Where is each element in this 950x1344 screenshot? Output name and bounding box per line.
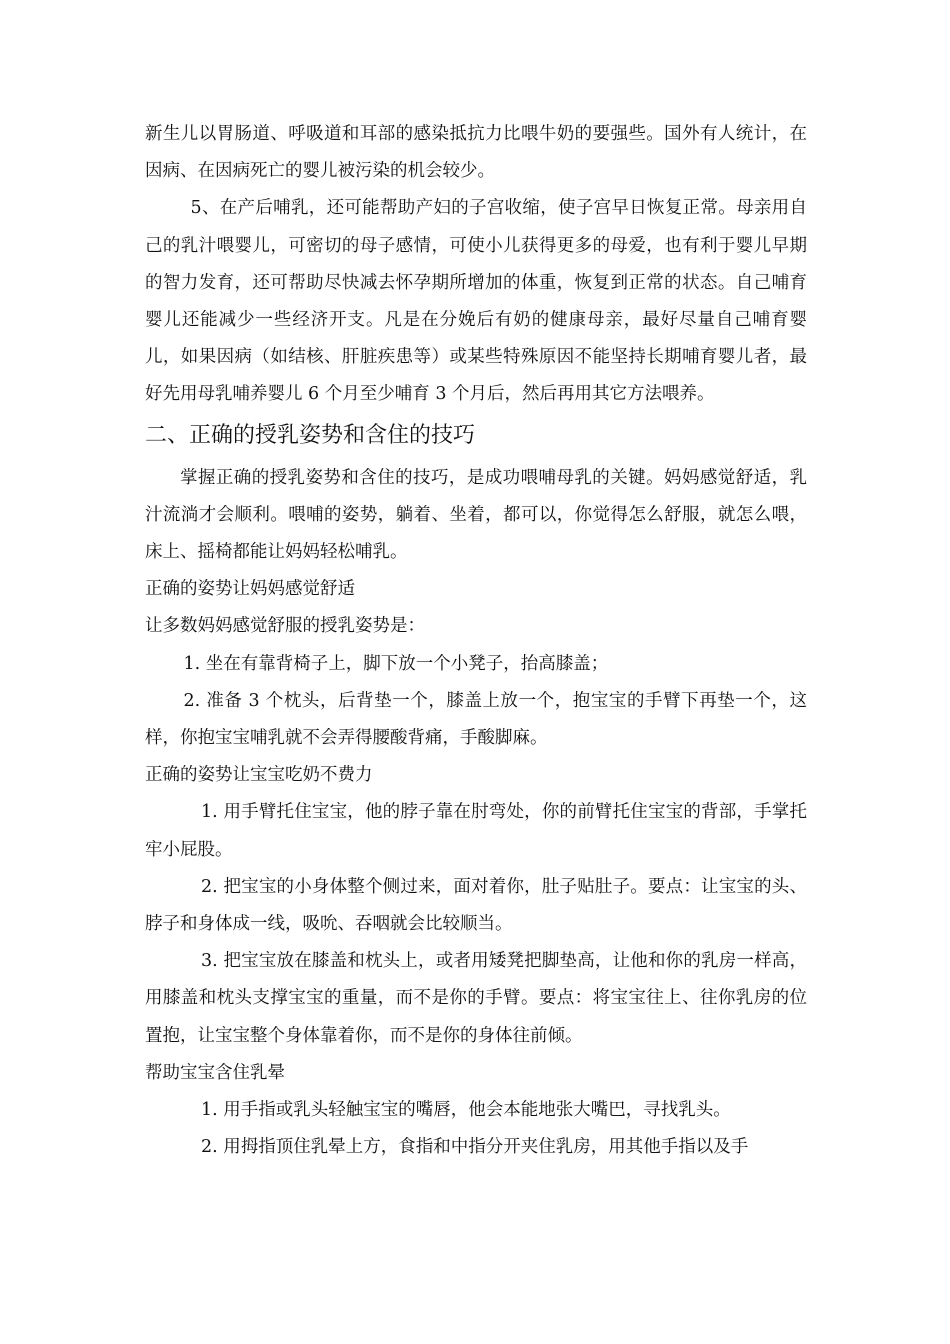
list-item: 1. 用手指或乳头轻触宝宝的嘴唇，他会本能地张大嘴巴，寻找乳头。: [201, 1100, 731, 1121]
list-item: 2. 准备 3 个枕头，后背垫一个，膝盖上放一个，抱宝宝的手臂下再垫一个，这样，你抱宝宝哺乳就不会弄得腰酸背痛，手酸脚麻。: [145, 690, 807, 749]
list-item: 2. 用拇指顶住乳晕上方，食指和中指分开夹住乳房，用其他手指以及手: [201, 1137, 749, 1158]
mother-posture-intro: 让多数妈妈感觉舒服的授乳姿势是：: [145, 616, 425, 637]
list-item: 1. 用手臂托住宝宝，他的脖子靠在肘弯处，你的前臂托住宝宝的背部，手掌托牢小屁股。: [145, 802, 807, 860]
list-item: 1. 坐在有靠背椅子上，脚下放一个小凳子，抬高膝盖；: [183, 653, 609, 674]
subheading-baby-feeding: 正确的姿势让宝宝吃奶不费力: [145, 765, 373, 786]
subheading-mother-comfort: 正确的姿势让妈妈感觉舒适: [145, 579, 355, 600]
paragraph-infection-resistance: 新生儿以胃肠道、呼吸道和耳部的感染抵抗力比喂牛奶的要强些。国外有人统计，在因病、在因病死亡的婴儿被污染的机会较少。: [145, 124, 807, 182]
list-item: 2. 把宝宝的小身体整个侧过来，面对着你，肚子贴肚子。要点：让宝宝的头、脖子和身体成一线，吸吮、吞咽就会比较顺当。: [145, 876, 807, 935]
paragraph-posture-intro: 掌握正确的授乳姿势和含住的技巧，是成功喂哺母乳的关键。妈妈感觉舒适，乳汁流淌才会顺利。喂哺的姿势，躺着、坐着，都可以，你觉得怎么舒服，就怎么喂，床上、摇椅都能让妈妈轻松哺乳。: [145, 467, 807, 563]
subheading-latch: 帮助宝宝含住乳晕: [145, 1062, 285, 1083]
section-heading-2: 二、正确的授乳姿势和含住的技巧: [145, 422, 476, 448]
document-body: [145, 116, 807, 1166]
list-item: 3. 把宝宝放在膝盖和枕头上，或者用矮凳把脚垫高，让他和你的乳房一样高，用膝盖和枕头支撑宝宝的重量，而不是你的手臂。要点：将宝宝往上、往你乳房的位置抱，让宝宝整个身体靠着你，而不是你的身体往前倾。: [145, 951, 807, 1046]
paragraph-point-5: 5、在产后哺乳，还可能帮助产妇的子宫收缩，使子宫早日恢复正常。母亲用自己的乳汁喂婴儿，可密切的母子感情，可使小儿获得更多的母爱，也有利于婴儿早期的智力发育，还可帮助尽快减去怀孕期所增加的体重，恢复到正常的状态。自己哺育婴儿还能减少一些经济开支。凡是在分娩后有奶的健康母亲，最好尽量自己哺育婴儿，如果因病（如结核、肝脏疾患等）或某些特殊原因不能坚持长期哺育婴儿者，最好先用母乳哺养婴儿 6 个月至少哺育 3 个月后，然后再用其它方法喂养。: [145, 198, 807, 405]
